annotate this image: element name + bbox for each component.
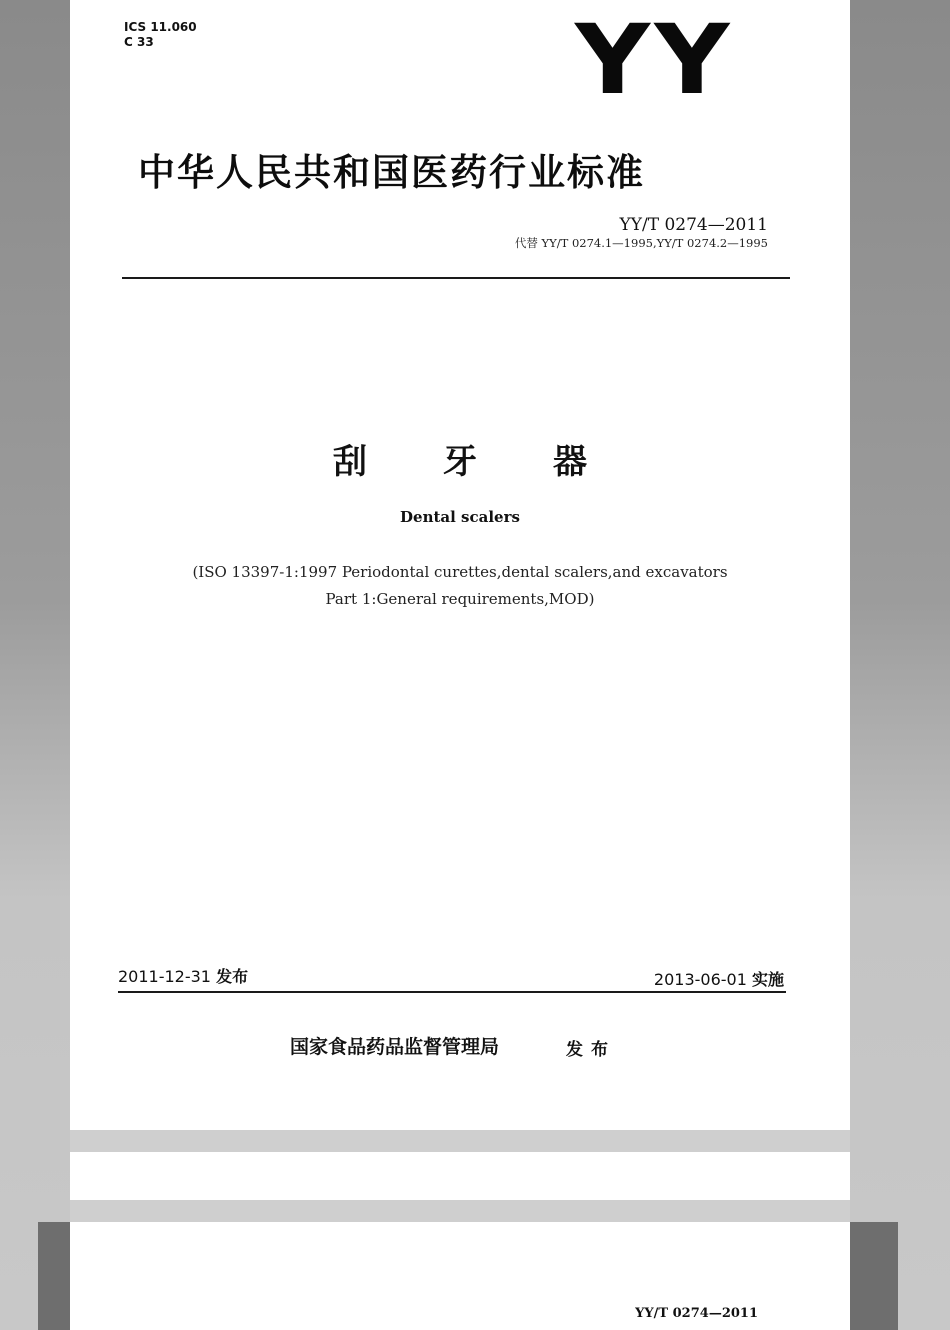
implementation-date bbox=[654, 967, 784, 990]
issue-date-label: 发布 bbox=[216, 967, 249, 986]
implementation-date-value: 2013-06-01 bbox=[653, 970, 747, 989]
blank-page bbox=[70, 1152, 850, 1200]
iso-reference-line-1: (ISO 13397-1:1997 Periodontal curettes,dental scalers,and excavators bbox=[192, 563, 728, 581]
standard-number: YY/T 0274—2011 bbox=[619, 215, 768, 235]
document-title-cn: 刮牙器 bbox=[333, 442, 663, 482]
yy-logo: YY bbox=[575, 4, 734, 116]
standard-category-title: 中华人民共和国医药行业标准 bbox=[138, 151, 645, 194]
publisher-name: 国家食品药品监督管理局 bbox=[290, 1036, 500, 1058]
implementation-date-label: 实施 bbox=[751, 970, 784, 989]
viewer-background-left bbox=[0, 0, 70, 1330]
viewer-background-right bbox=[850, 0, 950, 1330]
issue-date-value: 2011-12-31 bbox=[118, 967, 211, 986]
next-page bbox=[70, 1222, 850, 1330]
document-title-en: Dental scalers bbox=[400, 508, 520, 526]
next-page-header: YY/T 0274—2011 bbox=[635, 1306, 758, 1321]
replaces-note: 代替 YY/T 0274.1—1995,YY/T 0274.2—1995 bbox=[514, 236, 768, 250]
cover-page bbox=[70, 0, 850, 1130]
issue-date bbox=[118, 964, 248, 987]
header-divider bbox=[122, 277, 790, 279]
iso-reference-line-2: Part 1:General requirements,MOD) bbox=[325, 590, 595, 608]
ccs-code: C 33 bbox=[124, 35, 154, 49]
footer-divider bbox=[118, 991, 786, 993]
publish-label: 发布 bbox=[566, 1040, 616, 1060]
ics-code: ICS 11.060 bbox=[124, 20, 197, 34]
